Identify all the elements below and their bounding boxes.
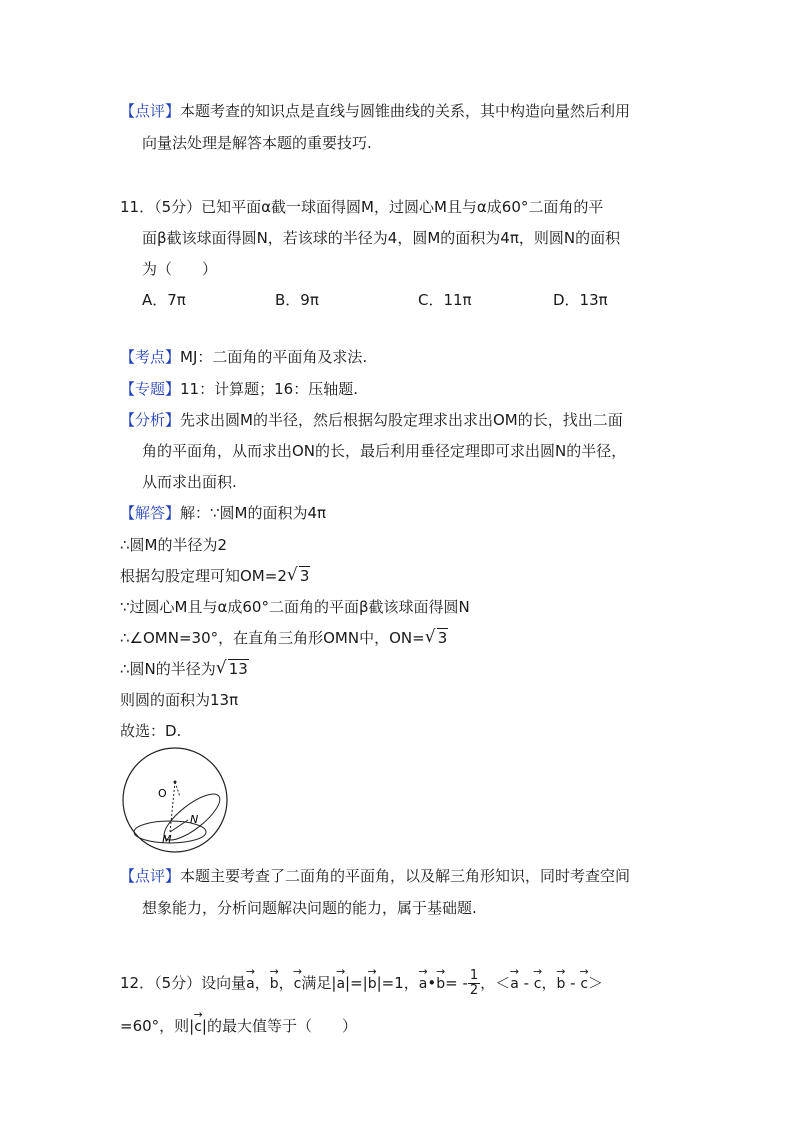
jieda-step3: ∵过圆心M且与α成60°二面角的平面β截该球面得圆N bbox=[120, 598, 470, 616]
line-om bbox=[170, 782, 175, 832]
vector-b-abs: → b bbox=[368, 965, 377, 999]
line-on bbox=[175, 782, 180, 797]
vector-a: → a bbox=[246, 965, 255, 999]
vector-b: → b bbox=[270, 965, 279, 999]
q11-line3: 为（ ） bbox=[142, 260, 218, 278]
sphere-figure bbox=[120, 745, 230, 855]
label-m: M bbox=[162, 833, 172, 846]
label-n: N bbox=[190, 813, 199, 826]
sqrt-3b: √ 3 bbox=[425, 628, 449, 648]
jieda-step2: 根据勾股定理可知OM=2√ 3 bbox=[120, 566, 310, 586]
review2-line1: 【点评】本题主要考查了二面角的平面角，以及解三角形知识，同时考查空间 bbox=[120, 867, 631, 885]
vector-b-dot: → b bbox=[436, 965, 445, 999]
option-c[interactable]: C．11π bbox=[418, 291, 472, 309]
sphere-outline bbox=[123, 748, 227, 852]
fenxi-line1: 【分析】先求出圆M的半径，然后根据勾股定理求出求出OM的长，找出二面 bbox=[120, 411, 623, 429]
kaodian-tag: 【考点】 bbox=[120, 348, 181, 366]
zhuanti-line: 【专题】11：计算题；16：压轴题. bbox=[120, 380, 358, 398]
jieda-tag: 【解答】 bbox=[120, 504, 181, 522]
label-o: O bbox=[158, 787, 167, 800]
jieda-line-intro: 【解答】解：∵圆M的面积为4π bbox=[120, 504, 327, 522]
jieda-step4: ∴∠OMN=30°，在直角三角形OMN中，ON=√ 3 bbox=[120, 628, 448, 648]
fenxi-line3: 从而求出面积. bbox=[142, 473, 237, 491]
review2-tag: 【点评】 bbox=[120, 867, 181, 885]
jieda-step7: 故选：D. bbox=[120, 722, 182, 740]
q11-line1: 11．（5分）已知平面α截一球面得圆M，过圆心M且与α成60°二面角的平 bbox=[120, 198, 604, 216]
fenxi-tag: 【分析】 bbox=[120, 411, 181, 429]
option-d[interactable]: D．13π bbox=[553, 291, 608, 309]
sqrt-13: √ 13 bbox=[216, 659, 249, 679]
review1-line1: 【点评】本题考查的知识点是直线与圆锥曲线的关系，其中构造向量然后利用 bbox=[120, 102, 631, 120]
jieda-step5: ∴圆N的半径为√ 13 bbox=[120, 659, 249, 679]
point-o bbox=[174, 781, 177, 784]
fenxi-line2: 角的平面角，从而求出ON的长，最后利用垂径定理即可求出圆N的半径， bbox=[142, 442, 627, 460]
q12-line2: =60°，则|→ c|的最大值等于（ ） bbox=[120, 1013, 357, 1037]
jieda-step6: 则圆的面积为13π bbox=[120, 691, 239, 709]
review-tag: 【点评】 bbox=[120, 102, 181, 120]
vector-c: → c bbox=[294, 965, 302, 999]
vector-a-abs: → a bbox=[336, 965, 345, 999]
vector-c-abs: → c bbox=[194, 1013, 202, 1037]
option-a[interactable]: A．7π bbox=[142, 291, 186, 309]
fraction-half: $\frac{1}{2}$ bbox=[469, 968, 479, 998]
review1-line2: 向量法处理是解答本题的重要技巧. bbox=[142, 134, 372, 152]
kaodian-line: 【考点】MJ：二面角的平面角及求法. bbox=[120, 348, 368, 366]
review2-line2: 想象能力，分析问题解决问题的能力，属于基础题. bbox=[142, 899, 477, 917]
zhuanti-tag: 【专题】 bbox=[120, 380, 181, 398]
vector-a-dot: → a bbox=[419, 965, 428, 999]
q12-line1: 12．（5分）设向量→ a，→ b，→ c满足|→ a|=|→ b|=1，→ a•→ b= - $\frac{1}{2}$ ，＜→ a - → c，→ b - → c＞ bbox=[120, 965, 603, 999]
q11-line2: 面β截该球面得圆N，若该球的半径为4，圆M的面积为4π，则圆N的面积 bbox=[142, 229, 621, 247]
jieda-step1: ∴圆M的半径为2 bbox=[120, 536, 228, 554]
sqrt-3: √ 3 bbox=[287, 566, 311, 586]
option-b[interactable]: B．9π bbox=[275, 291, 319, 309]
